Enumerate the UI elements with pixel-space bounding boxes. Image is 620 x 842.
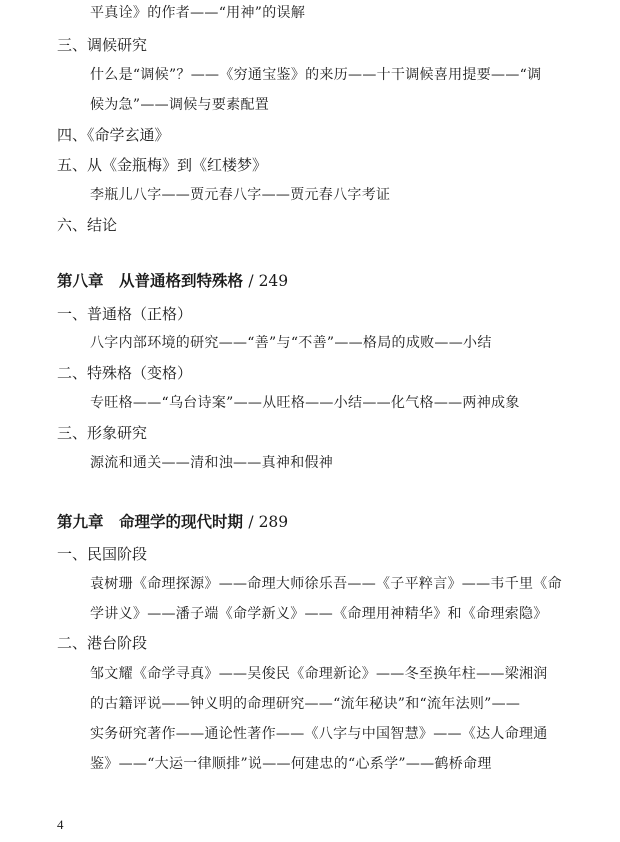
- toc-subtopics: 的古籍评说——钟义明的命理研究——“流年秘诀”和“流年法则”——: [90, 696, 521, 712]
- toc-subtopics: 李瓶儿八字——贾元春八字——贾元春八字考证: [90, 187, 391, 203]
- toc-subtopics: 候为急”——调候与要素配置: [90, 97, 270, 113]
- chapter-page: / 249: [248, 272, 289, 290]
- chapter-heading: [57, 272, 288, 290]
- toc-subtopics: 鉴》——“大运一律顺排”说——何建忠的“心系学”——鹤桥命理: [90, 756, 492, 772]
- chapter-heading: [57, 513, 288, 531]
- chapter-title: 第八章 从普通格到特殊格: [57, 272, 244, 290]
- toc-subtopics: 平真诠》的作者——“用神”的误解: [90, 5, 306, 21]
- toc-section: 二、特殊格（变格）: [57, 364, 193, 382]
- toc-section: 三、调候研究: [57, 36, 148, 54]
- toc-section: 四、《命学玄通》: [57, 126, 170, 144]
- chapter-page: / 289: [248, 513, 289, 531]
- page-number: 4: [57, 817, 64, 832]
- toc-section: 三、形象研究: [57, 424, 148, 442]
- toc-subtopics: 实务研究著作——通论性著作——《八字与中国智慧》——《达人命理通: [90, 726, 548, 742]
- toc-subtopics: 邹文耀《命学寻真》——吴俊民《命理新论》——冬至换年柱——梁湘润: [90, 666, 548, 682]
- toc-section: 五、从《金瓶梅》到《红楼梦》: [57, 156, 268, 174]
- toc-subtopics: 源流和通关——清和浊——真神和假神: [90, 455, 334, 471]
- toc-section: 一、民国阶段: [57, 545, 148, 563]
- toc-section: 二、港台阶段: [57, 634, 148, 652]
- toc-subtopics: 什么是“调候”？——《穷通宝鉴》的来历——十干调候喜用提要——“调: [90, 67, 542, 83]
- toc-subtopics: 专旺格——“乌台诗案”——从旺格——小结——化气格——两神成象: [90, 395, 520, 411]
- chapter-title: 第九章 命理学的现代时期: [57, 513, 244, 531]
- toc-section: 一、普通格（正格）: [57, 305, 193, 323]
- toc-subtopics: 八字内部环境的研究——“善”与“不善”——格局的成败——小结: [90, 335, 492, 351]
- toc-subtopics: 学讲义》——潘子端《命学新义》——《命理用神精华》和《命理索隐》: [90, 606, 548, 622]
- toc-section: 六、结论: [57, 216, 118, 234]
- toc-subtopics: 袁树珊《命理探源》——命理大师徐乐吾——《子平粹言》——韦千里《命: [90, 576, 562, 592]
